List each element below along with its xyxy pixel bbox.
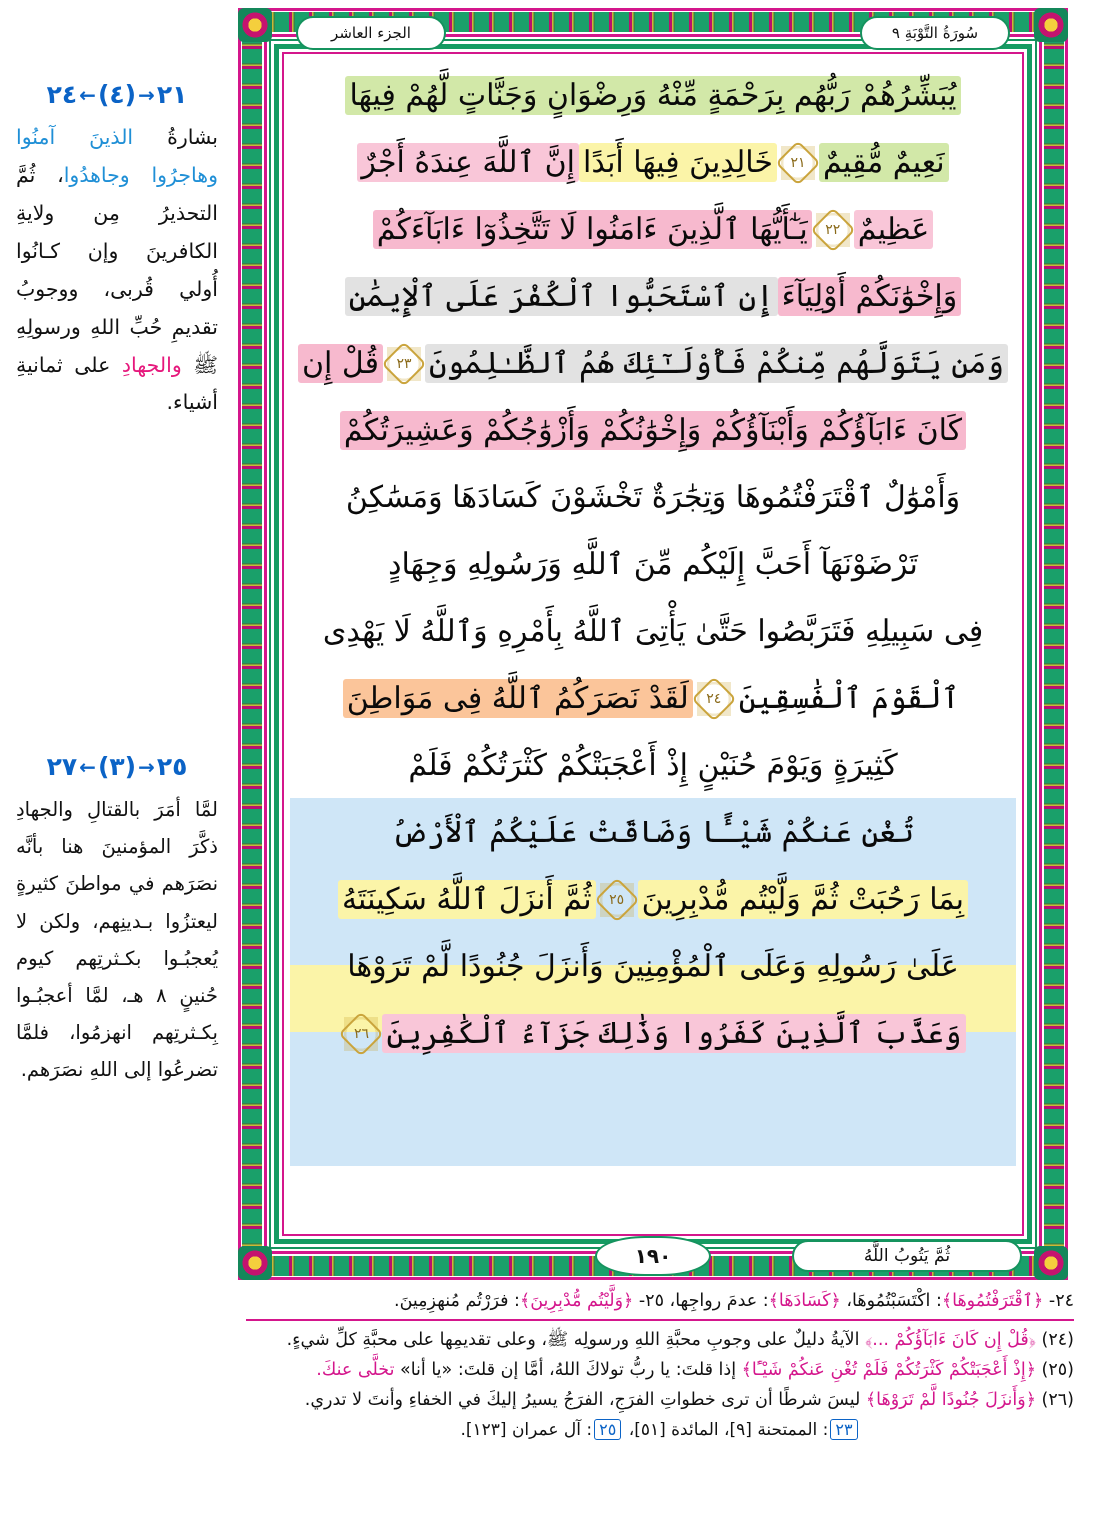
footnote-ref-ayah-box: ٢٥ bbox=[594, 1419, 621, 1440]
ayah-number: ٢١ bbox=[790, 154, 806, 171]
quran-text-segment: وَإِخْوَٰنَكُمْ أَوْلِيَآءَ bbox=[778, 277, 962, 316]
footnote-vocabulary bbox=[246, 1288, 1074, 1315]
ornamental-frame bbox=[238, 8, 1068, 1280]
quran-text-segment: تُغْنِ عَنكُمْ شَيْـًٔا وَضَاقَتْ عَلَيْكُمُ ٱلْأَرْضُ bbox=[391, 815, 915, 850]
quran-line bbox=[290, 531, 1016, 598]
surah-title-cartouche bbox=[860, 16, 1010, 50]
quran-text-segment: كَثِيرَةٍ وَيَوْمَ حُنَيْنٍ إِذْ أَعْجَبَتْكُمْ كَثْرَتُكُمْ فَلَمْ bbox=[408, 748, 898, 783]
ref2-to: ٢٧ bbox=[46, 752, 78, 782]
quran-text-segment: كَانَ ءَابَآؤُكُمْ وَأَبْنَآؤُكُمْ وَإِخْوَٰنُكُمْ وَأَزْوَٰجُكُمْ وَعَشِيرَتُكُمْ bbox=[340, 411, 966, 450]
note2-part2: ذكَّرَ المؤمنينَ هنا بأنَّه نصَرَهم في مواطنَ كثيرةٍ ليعتزُوا بـدينِهم، ولكن لا يُعجبُـوا بكـثرتِهم كيوم حُنينٍ ٨ هـ، لمَّا أعجبُـوا بِكـثرتِهم انهزمُوا، فلمَّا تضرعُوا إلى اللهِ نصَرَهم. bbox=[16, 835, 218, 1081]
surah-title-label: سُورَةُ التَّوْبَةِ ٩ bbox=[891, 24, 979, 42]
quran-text-segment: عَظِيمٌ bbox=[854, 210, 934, 249]
quran-line bbox=[290, 263, 1016, 330]
ayah-number-marker bbox=[600, 883, 634, 917]
quran-line bbox=[290, 464, 1016, 531]
ref1-group: (٤) bbox=[97, 80, 137, 109]
footnote-25 bbox=[246, 1357, 1074, 1384]
quran-text-segment: وَعَذَّبَ ٱلَّذِينَ كَفَرُوا وَذَٰلِكَ جَزَآءُ ٱلْكَٰفِرِينَ bbox=[382, 1014, 965, 1053]
quran-line bbox=[290, 397, 1016, 464]
footnote-text-part: (٢٤) bbox=[1041, 1330, 1074, 1351]
quran-text-segment: نَعِيمٌ مُّقِيمٌ bbox=[819, 143, 949, 182]
footnote-text-part: : فرَرْتُم مُنهزِمِينَ. bbox=[394, 1291, 520, 1311]
quran-text-segment: وَمَن يَتَوَلَّهُم مِّنكُمْ فَأُوْلَـٰٓئِكَ هُمُ ٱلظَّـٰلِمُونَ bbox=[425, 344, 1008, 383]
footnote-text-part: الآيةُ دليلٌ على وجوبِ محبَّةِ اللهِ ورسولِه ﷺ، وعلى تقديمِها على محبَّةِ كلِّ شيءٍ. bbox=[286, 1330, 866, 1351]
quran-text-segment: وَأَمْوَٰلٌ ٱقْتَرَفْتُمُوهَا وَتِجَٰرَةٌ تَخْشَوْنَ كَسَادَهَا وَمَسَٰكِنُ bbox=[345, 480, 961, 515]
footnote-ref-text: : الممتحنة [٩]، المائدة [٥١]، bbox=[623, 1419, 829, 1440]
ref1-arrow-right: → bbox=[138, 82, 155, 107]
footnote-divider bbox=[246, 1319, 1074, 1321]
ayah-number-marker bbox=[387, 347, 421, 381]
juz-cartouche bbox=[296, 16, 446, 50]
footnote-cross-references bbox=[246, 1419, 1074, 1440]
footnote-text-part: : عدمَ رواجِها، ٢٥- bbox=[633, 1291, 769, 1311]
footnote-24 bbox=[246, 1327, 1074, 1354]
quran-text-segment: عَلَىٰ رَسُولِهِ وَعَلَى ٱلْمُؤْمِنِينَ وَأَنزَلَ جُنُودًا لَّمْ تَرَوْهَا bbox=[347, 949, 959, 984]
quran-line bbox=[290, 866, 1016, 933]
quran-line bbox=[290, 62, 1016, 129]
side-notes-column bbox=[0, 80, 232, 1088]
ayah-number-marker bbox=[816, 213, 850, 247]
note2-part1: بالقتالِ والجهادِ bbox=[16, 798, 141, 822]
side-note-2 bbox=[16, 791, 218, 1087]
footnote-text-part: إذا قلتَ: يا ربُّ تولاكَ اللهُ، أمَّا إن قلتَ: «يا أنا» bbox=[394, 1360, 742, 1381]
quran-line bbox=[290, 330, 1016, 397]
quran-text-segment: فِى سَبِيلِهِ فَتَرَبَّصُوا حَتَّىٰ يَأْتِىَ ٱللَّهُ بِأَمْرِهِ وَٱللَّهُ لَا يَهْدِى bbox=[322, 614, 984, 649]
note1-part3: والجهادِ bbox=[121, 352, 182, 377]
note1-part0: بشارةُ bbox=[133, 125, 218, 149]
footnote-text-part: ليسَ شرطًا أن ترى خطواتِ الفرَجِ، الفرَجُ يسيرُ إليكَ في الخفاءِ وأنتَ لا تدري. bbox=[304, 1390, 866, 1411]
quran-line bbox=[290, 129, 1016, 196]
note1-part1: الذينَ آمنُوا وهاجرُوا وجاهدُوا bbox=[16, 125, 218, 187]
footer-note-label: ثُمَّ يَتُوبُ اللَّهُ bbox=[863, 1246, 951, 1266]
ref1-arrow-left: ← bbox=[79, 82, 96, 107]
page-number-cartouche bbox=[595, 1236, 711, 1276]
ayah-number: ٢٦ bbox=[353, 1025, 370, 1042]
ref2-group: (٣) bbox=[97, 752, 137, 782]
ayah-number: ٢٢ bbox=[825, 221, 841, 238]
footer-note-cartouche bbox=[792, 1240, 1022, 1272]
quran-line bbox=[290, 665, 1016, 732]
quran-text-segment: لَقَدْ نَصَرَكُمُ ٱللَّهُ فِى مَوَاطِنَ bbox=[343, 679, 693, 718]
ref1-from: ٢١ bbox=[156, 80, 188, 109]
ref1-to: ٢٤ bbox=[46, 80, 78, 109]
footnote-text-part: ﴿كَسَادَهَا﴾ bbox=[768, 1291, 841, 1311]
ayah-number: ٢٤ bbox=[706, 690, 722, 707]
frame-motif-right bbox=[1044, 12, 1064, 1276]
quran-line bbox=[290, 598, 1016, 665]
ref2-from: ٢٥ bbox=[156, 752, 188, 782]
juz-label: الجزء العاشر bbox=[331, 24, 411, 42]
note1-part4: على ثمانيةِ أشياء. bbox=[16, 352, 218, 415]
ref2-arrow-right: → bbox=[138, 754, 155, 779]
footnotes-section bbox=[246, 1288, 1074, 1440]
quran-text-segment: يُبَشِّرُهُمْ رَبُّهُم بِرَحْمَةٍ مِّنْهُ وَرِضْوَانٍ وَجَنَّاتٍ لَّهُمْ فِيهَا bbox=[345, 76, 960, 115]
quran-lines-container bbox=[290, 62, 1016, 1067]
footnote-text-part: ﴿إِذْ أَعْجَبَتْكُمْ كَثْرَتُكُمْ فَلَمْ تُغْنِ عَنكُمْ شَيْـًٔا﴾ bbox=[741, 1360, 1042, 1381]
quran-text-segment: إِنِ ٱسْتَحَبُّوا ٱلْكُفْرَ عَلَى ٱلْإِيمَٰنِ bbox=[345, 277, 778, 316]
frame-motif-left bbox=[242, 12, 262, 1276]
quran-line bbox=[290, 732, 1016, 799]
quran-text-segment: قُلْ إِن bbox=[298, 344, 383, 383]
corner-ornament-bottom-right bbox=[1034, 1246, 1068, 1280]
ayah-range-ref-2 bbox=[16, 752, 218, 781]
note2-part0: لمَّا أمَرَ bbox=[140, 798, 218, 822]
footnote-text-part: (٢٦) bbox=[1041, 1390, 1074, 1411]
quran-text-segment: بِمَا رَحُبَتْ ثُمَّ وَلَّيْتُم مُّدْبِرِينَ bbox=[638, 880, 968, 919]
ayah-number-marker bbox=[697, 682, 731, 716]
page-number: ١٩٠ bbox=[634, 1244, 672, 1268]
quran-line bbox=[290, 799, 1016, 866]
quran-text-segment: ثُمَّ أَنزَلَ ٱللَّهُ سَكِينَتَهُ bbox=[338, 880, 596, 919]
corner-ornament-bottom-left bbox=[238, 1246, 272, 1280]
quran-text-segment: ٱلْقَوْمَ ٱلْفَٰسِقِينَ bbox=[738, 681, 960, 716]
side-note-1 bbox=[16, 119, 218, 422]
ayah-number-marker bbox=[344, 1017, 378, 1051]
ayah-number-marker bbox=[781, 146, 815, 180]
ayah-number: ٢٥ bbox=[609, 891, 625, 908]
quran-line bbox=[290, 933, 1016, 1000]
footnote-text-part: ٢٤- bbox=[1048, 1291, 1074, 1311]
corner-ornament-top-right bbox=[1034, 8, 1068, 42]
note1-part2: ، ثُمَّ التحذيرُ مِن ولايةِ الكافرينَ وإن كـانُوا أُولي قُربى، ووجوبُ تقديمِ حُبِّ اللهِ ورسولِهِ ﷺ bbox=[16, 162, 219, 377]
footnote-text-part: ﴿وَأَنزَلَ جُنُودًا لَّمْ تَرَوْهَا﴾ bbox=[865, 1390, 1042, 1411]
footnote-26 bbox=[246, 1387, 1074, 1414]
quran-line bbox=[290, 1000, 1016, 1067]
quran-line bbox=[290, 196, 1016, 263]
footnote-text-part: ﴿قُلْ إِن كَانَ ءَابَآؤُكُمْ ...﴾ bbox=[865, 1330, 1042, 1351]
quran-text-segment: خَالِدِينَ فِيهَا أَبَدًا bbox=[579, 143, 777, 182]
quran-text-segment: تَرْضَوْنَهَآ أَحَبَّ إِلَيْكُم مِّنَ ٱللَّهِ وَرَسُولِهِ وَجِهَادٍ bbox=[388, 547, 918, 582]
footnote-text-part: ﴿وَلَّيْتُم مُّدْبِرِينَ﴾ bbox=[519, 1291, 634, 1311]
ref2-arrow-left: ← bbox=[79, 754, 96, 779]
quran-text-segment: إِنَّ ٱللَّهَ عِندَهُ أَجْرٌ bbox=[357, 143, 579, 182]
quran-text-body bbox=[290, 62, 1016, 1226]
footnote-text-part: : اكْتَسَبْتُمُوهَا، bbox=[840, 1291, 942, 1311]
footnote-text-part: ﴿ٱقْتَرَفْتُمُوهَا﴾ bbox=[941, 1291, 1049, 1311]
corner-ornament-top-left bbox=[238, 8, 272, 42]
footnote-text-part: تخلَّى عنكَ. bbox=[316, 1360, 395, 1381]
quran-text-segment: يَـٰٓأَيُّهَا ٱلَّذِينَ ءَامَنُوا لَا تَتَّخِذُوٓا ءَابَآءَكُمْ bbox=[373, 210, 812, 249]
footnote-ref-text: : آل عمران [١٢٣]. bbox=[460, 1419, 593, 1440]
footnote-ref-ayah-box: ٢٣ bbox=[830, 1419, 857, 1440]
ayah-range-ref-1 bbox=[16, 80, 218, 109]
ayah-number: ٢٣ bbox=[396, 355, 412, 372]
footnote-text-part: (٢٥) bbox=[1041, 1360, 1074, 1381]
